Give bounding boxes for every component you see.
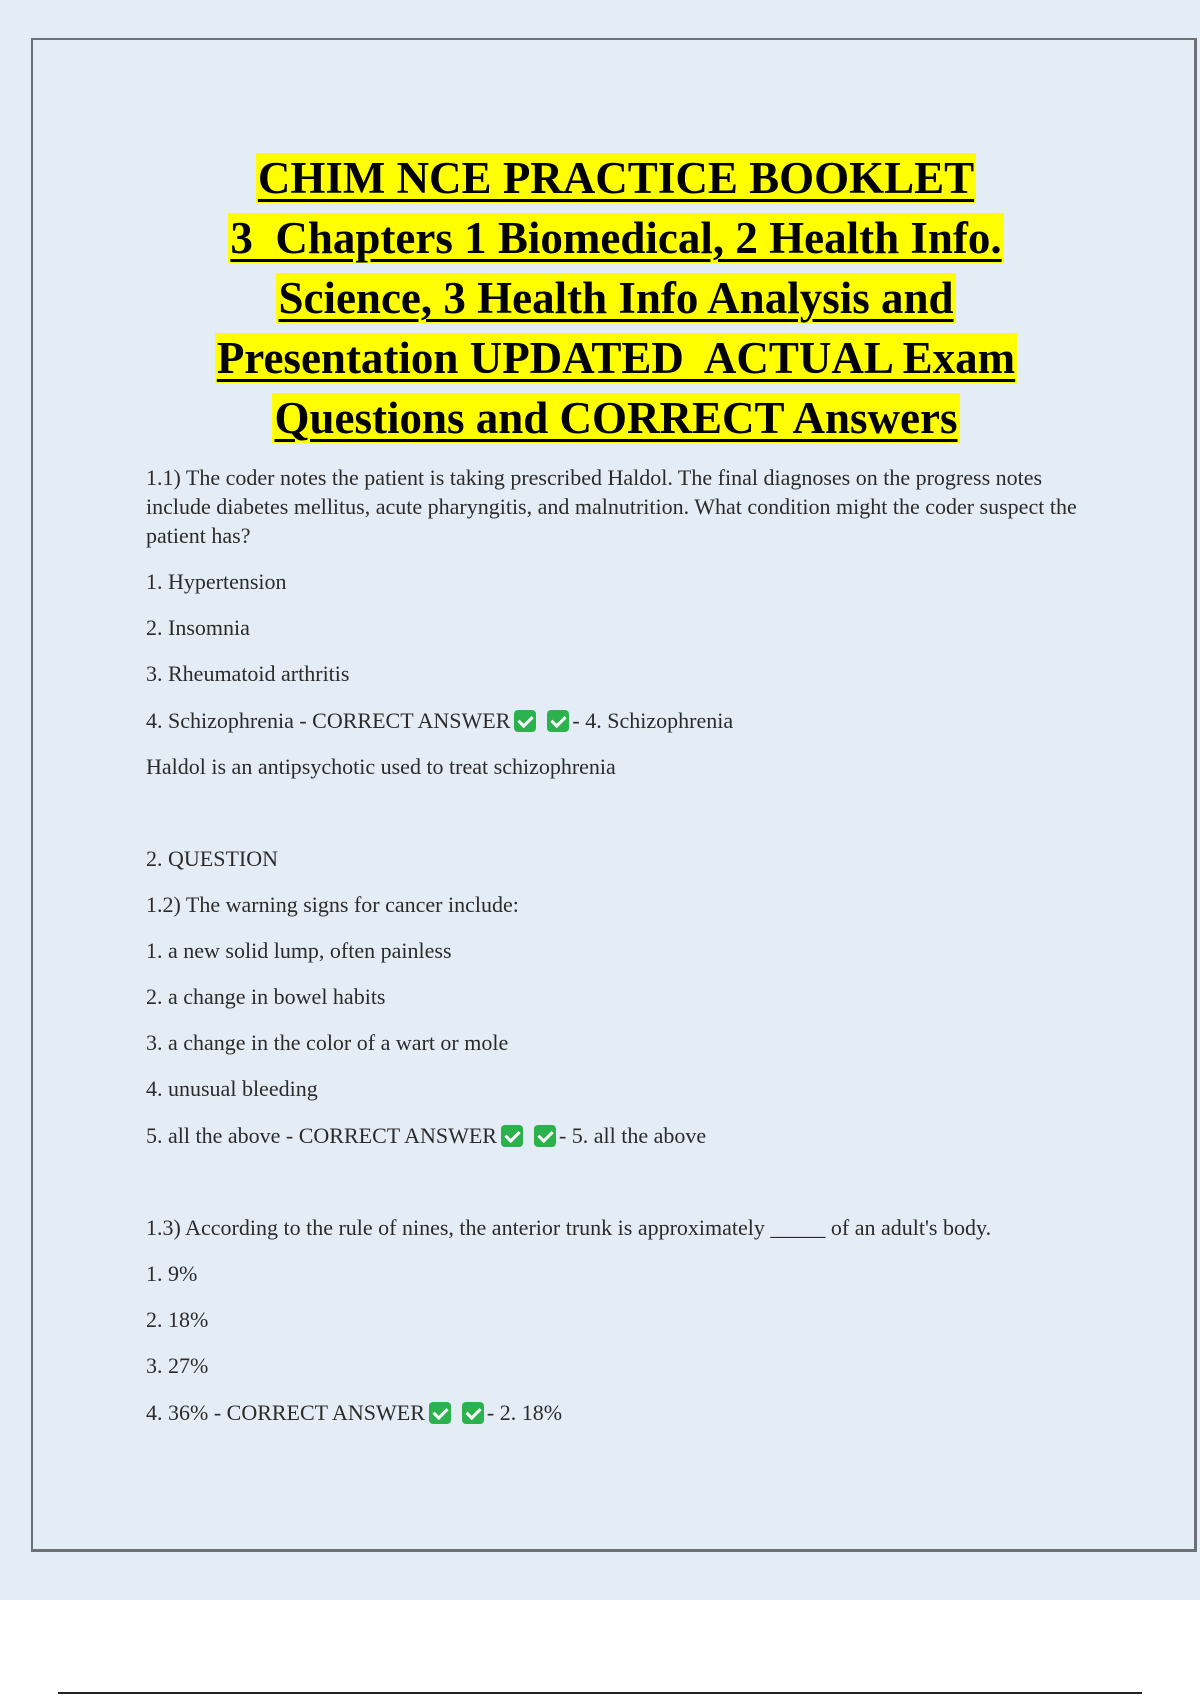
question-text: 1.3) According to the rule of nines, the anterior trunk is approximately _____ of an adult's body.	[146, 1215, 992, 1240]
answer-option: 4. 36% - CORRECT ANSWER	[146, 1400, 425, 1425]
answer-option: 3. a change in the color of a wart or mole	[146, 1030, 509, 1055]
answer-option: 4. Schizophrenia - CORRECT ANSWER	[146, 708, 511, 733]
answer-option: 2. 18%	[146, 1307, 209, 1332]
answer-option: 4. unusual bleeding	[146, 1076, 318, 1101]
title-line: Questions and CORRECT Answers	[274, 393, 958, 443]
answer-option: 1. Hypertension	[146, 569, 287, 594]
check-box-icon	[547, 710, 569, 732]
answer-option: 2. a change in bowel habits	[146, 984, 386, 1009]
check-box-icon	[514, 710, 536, 732]
footer-divider	[58, 1692, 1142, 1694]
answer-option: 3. 27%	[146, 1353, 209, 1378]
title-line: CHIM NCE PRACTICE BOOKLET	[257, 153, 975, 203]
correct-answer-value: - 2. 18%	[486, 1400, 563, 1425]
document-title	[0, 148, 1200, 448]
title-line: 3 Chapters 1 Biomedical, 2 Health Info.	[230, 213, 1002, 263]
answer-option: 1. 9%	[146, 1261, 198, 1286]
correct-answer-line	[146, 1398, 1096, 1427]
title-line: Science, 3 Health Info Analysis and	[278, 273, 954, 323]
answer-option: 5. all the above - CORRECT ANSWER	[146, 1123, 497, 1148]
check-box-icon	[534, 1125, 556, 1147]
correct-answer-value: - 5. all the above	[558, 1123, 707, 1148]
check-box-icon	[501, 1125, 523, 1147]
question-text: 1.2) The warning signs for cancer include:	[146, 892, 519, 917]
correct-answer-value: - 4. Schizophrenia	[572, 708, 734, 733]
check-box-icon	[429, 1402, 451, 1424]
answer-explanation: Haldol is an antipsychotic used to treat schizophrenia	[146, 754, 616, 779]
question-heading: 2. QUESTION	[146, 846, 278, 871]
answer-option: 3. Rheumatoid arthritis	[146, 661, 350, 686]
correct-answer-line	[146, 1121, 1096, 1150]
document-body	[146, 463, 1096, 1427]
check-box-icon	[462, 1402, 484, 1424]
question-text: 1.1) The coder notes the patient is taking prescribed Haldol. The final diagnoses on the progress notes include diabetes mellitus, acute pharyngitis, and malnutrition. What condition might the coder suspect the patient has?	[146, 465, 1077, 548]
correct-answer-line	[146, 706, 1096, 735]
answer-option: 2. Insomnia	[146, 615, 250, 640]
title-line: Presentation UPDATED ACTUAL Exam	[216, 333, 1016, 383]
answer-option: 1. a new solid lump, often painless	[146, 938, 452, 963]
